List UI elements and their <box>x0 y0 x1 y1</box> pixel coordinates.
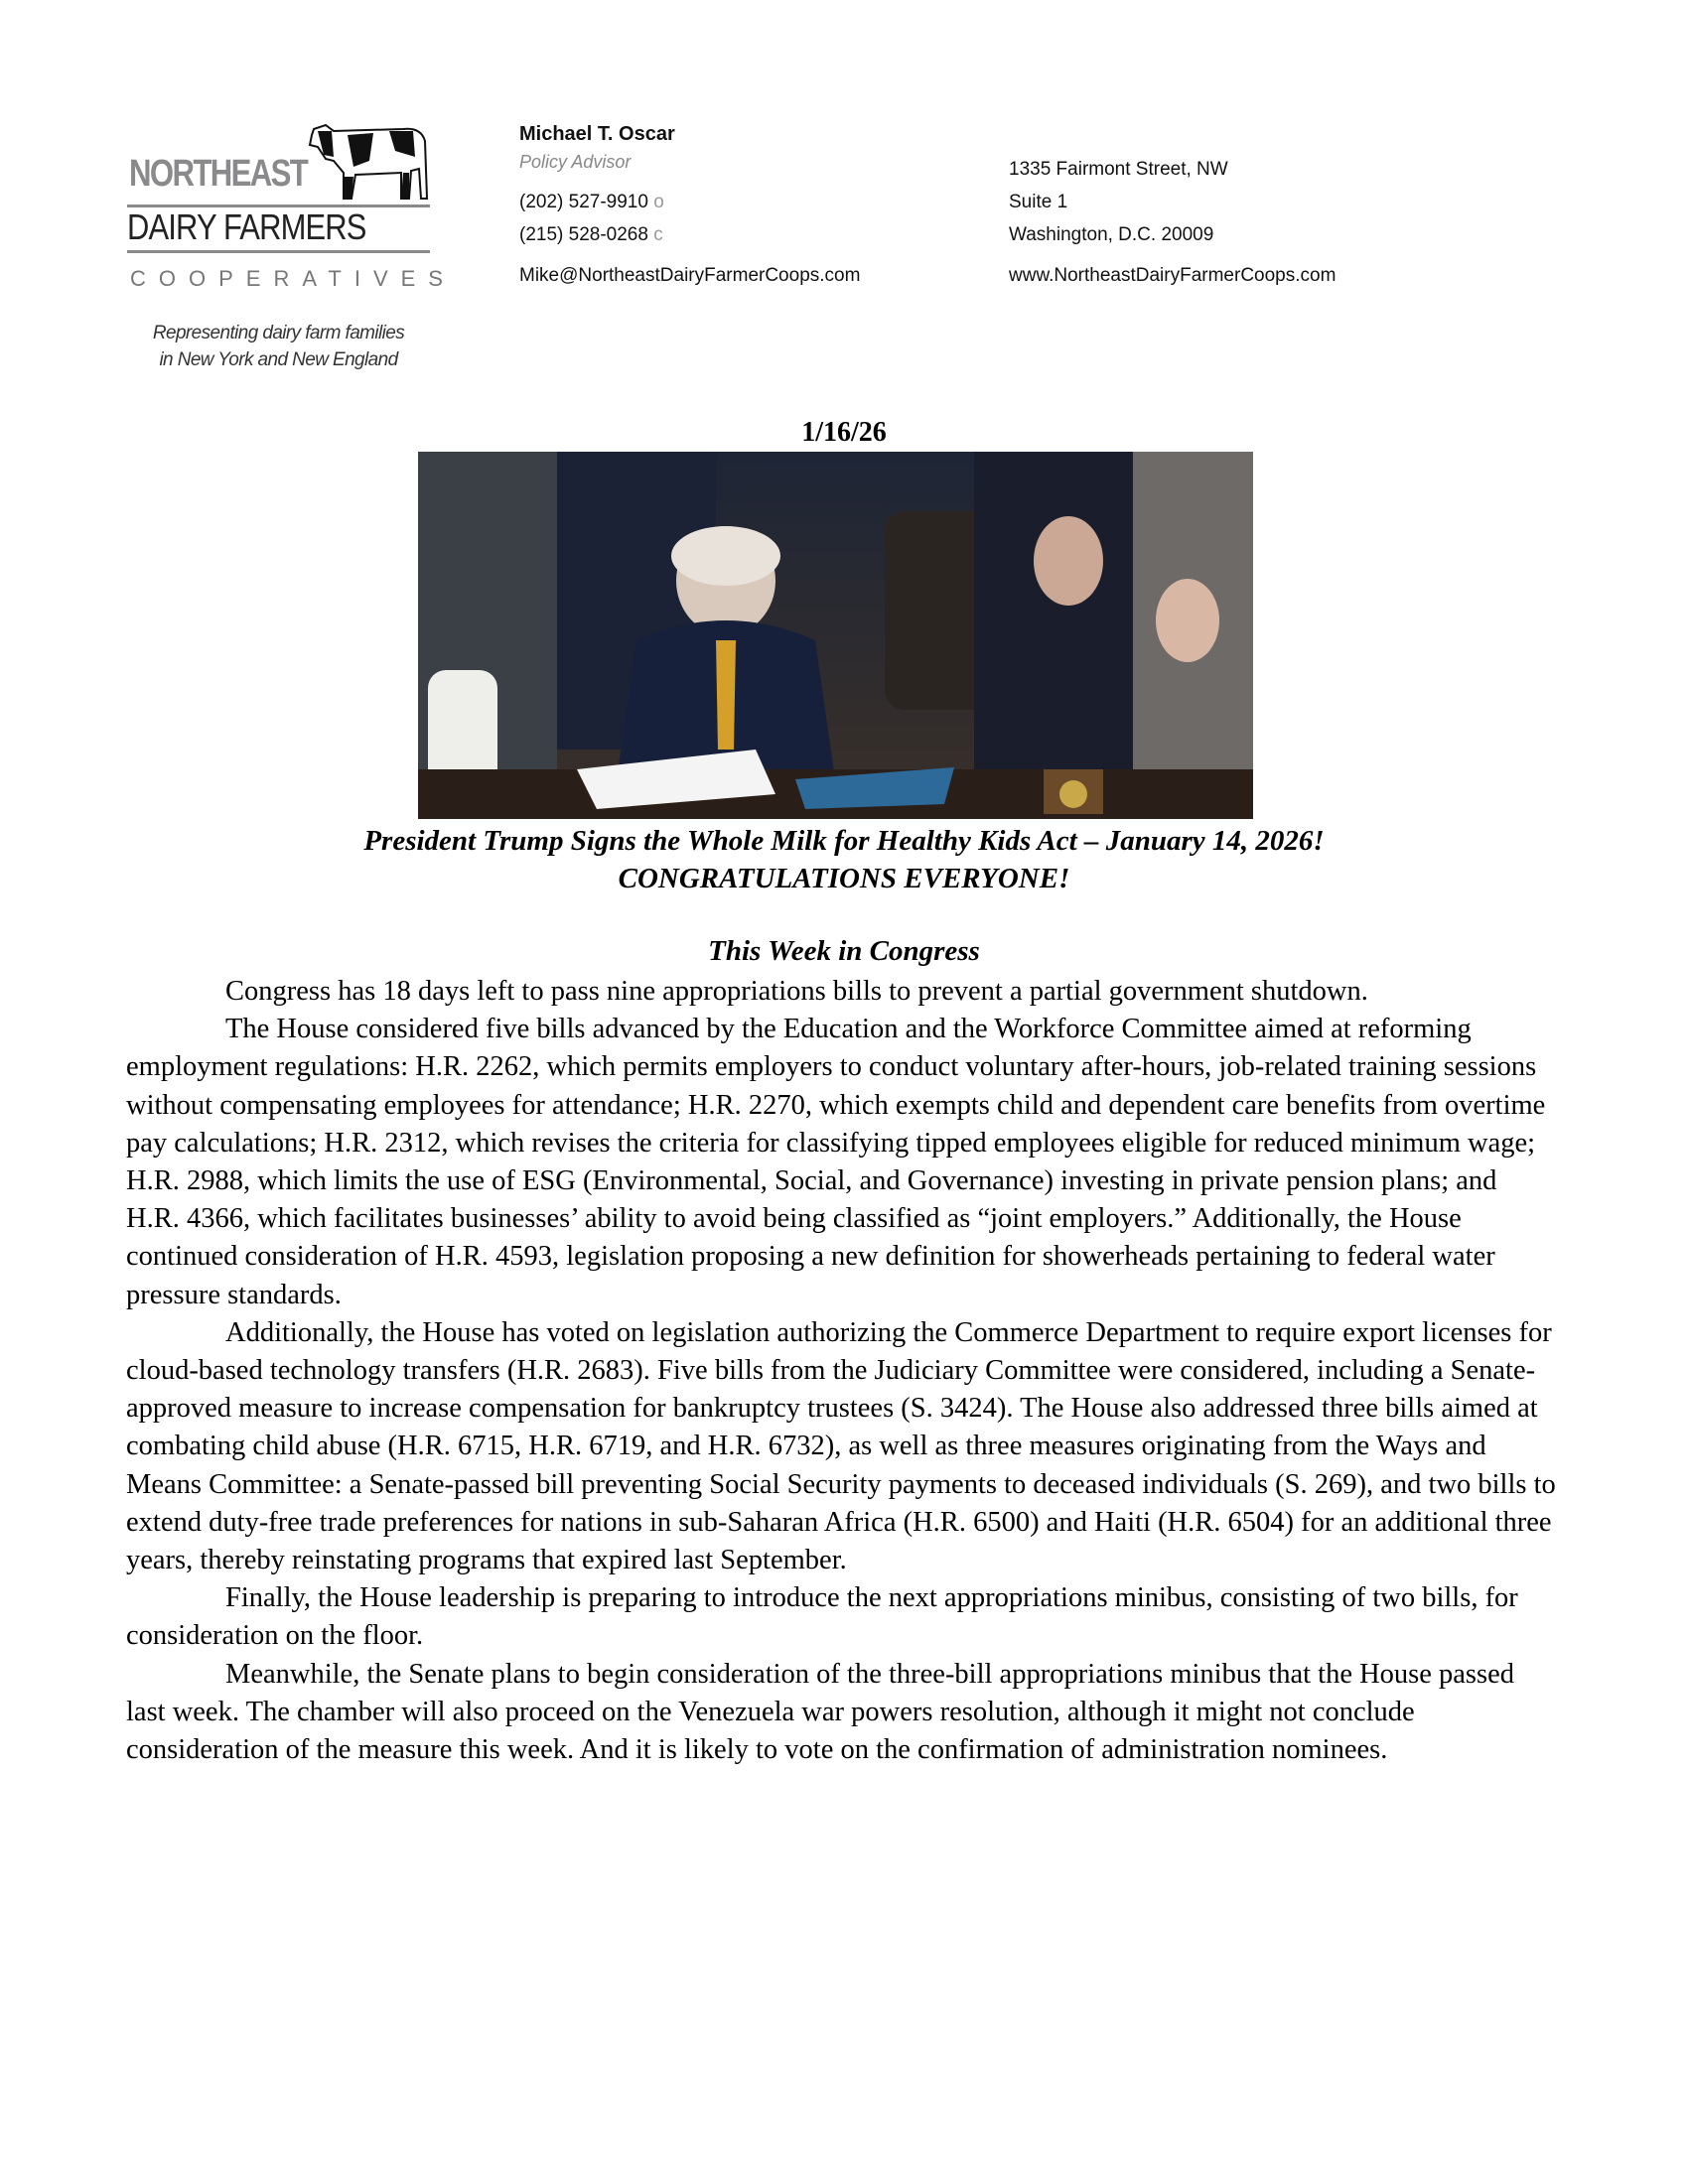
paragraph: Congress has 18 days left to pass nine appropriations bills to prevent a partial government shutdown. <box>225 976 1368 1007</box>
office-phone-number: (202) 527-9910 <box>519 192 648 212</box>
cell-phone <box>519 224 663 246</box>
newsletter-date: 1/16/26 <box>801 417 887 448</box>
photo-illustration <box>418 452 1253 819</box>
tagline-line: in New York and New England <box>159 349 398 370</box>
office-phone <box>519 192 664 213</box>
office-phone-tag: o <box>653 192 664 212</box>
logo-tagline <box>127 320 430 373</box>
cow-icon <box>304 121 431 201</box>
tagline-line: Representing dairy farm families <box>152 323 405 343</box>
logo-cooperatives: COOPERATIVES <box>130 266 456 291</box>
logo-dairy-farmers: DAIRY FARMERS <box>127 206 366 247</box>
organization-logo <box>127 121 456 379</box>
address-line-1: 1335 Fairmont Street, NW <box>1009 159 1228 180</box>
bill-signing-photo <box>418 452 1253 819</box>
contact-title: Policy Advisor <box>519 152 632 172</box>
paragraph: Meanwhile, the Senate plans to begin consideration of the three-bill appropriations minibus that the House passed last week. The chamber will also proceed on the Venezuela war powers resolution, although it might not conclude consideration of the measure this week. And it is likely to vote on the confirmation of administration nominees. <box>126 1658 1515 1766</box>
photo-caption <box>0 822 1688 897</box>
logo-northeast: NORTHEAST <box>129 153 308 195</box>
paragraph: The House considered five bills advanced by the Education and the Workforce Committee aimed at reforming employment regulations: H.R. 2262, which permits employers to conduct voluntary after-hours, job-related training sessions without compensating employees for attendance; H.R. 2270, which exempts child and dependent care benefits from overtime pay calculations; H.R. 2312, which revises the criteria for classifying tipped employees eligible for reduced minimum wage; H.R. 2988, which limits the use of ESG (Environmental, Social, and Governance) investing in private pension plans; and H.R. 4366, which facilitates businesses’ ability to avoid being classified as “joint employers.” Additionally, the House continued consideration of H.R. 4593, legislation proposing a new definition for showerheads pertaining to federal water pressure standards. <box>126 1014 1546 1310</box>
paragraph: Additionally, the House has voted on legislation authorizing the Commerce Department to require export licenses for cloud-based technology transfers (H.R. 2683). Five bills from the Judiciary Committee were considered, including a Senate-approved measure to increase compensation for bankruptcy trustees (S. 3424). The House also addressed three bills aimed at combating child abuse (H.R. 6715, H.R. 6719, and H.R. 6732), as well as three measures originating from the Ways and Means Committee: a Senate-passed bill preventing Social Security payments to deceased individuals (S. 269), and two bills to extend duty-free trade preferences for nations in sub-Saharan Africa (H.R. 6500) and Haiti (H.R. 6504) for an additional three years, thereby reinstating programs that expired last September. <box>126 1316 1556 1576</box>
cell-phone-tag: c <box>653 224 663 245</box>
contact-email[interactable]: Mike@NortheastDairyFarmerCoops.com <box>519 265 861 286</box>
address-line-3: Washington, D.C. 20009 <box>1009 224 1214 245</box>
paragraph: Finally, the House leadership is preparing to introduce the next appropriations minibus, consisting of two bills, for consideration on the floor. <box>126 1582 1518 1652</box>
cell-phone-number: (215) 528-0268 <box>519 224 648 245</box>
address-line-2: Suite 1 <box>1009 192 1068 212</box>
section-heading: This Week in Congress <box>708 935 980 967</box>
article-body <box>126 973 1556 1769</box>
contact-name: Michael T. Oscar <box>519 123 675 145</box>
website-link[interactable]: www.NortheastDairyFarmerCoops.com <box>1009 265 1336 286</box>
caption-line: President Trump Signs the Whole Milk for Healthy Kids Act – January 14, 2026! <box>363 825 1325 857</box>
caption-congratulations: CONGRATULATIONS EVERYONE! <box>618 863 1070 894</box>
logo-divider <box>127 250 430 253</box>
